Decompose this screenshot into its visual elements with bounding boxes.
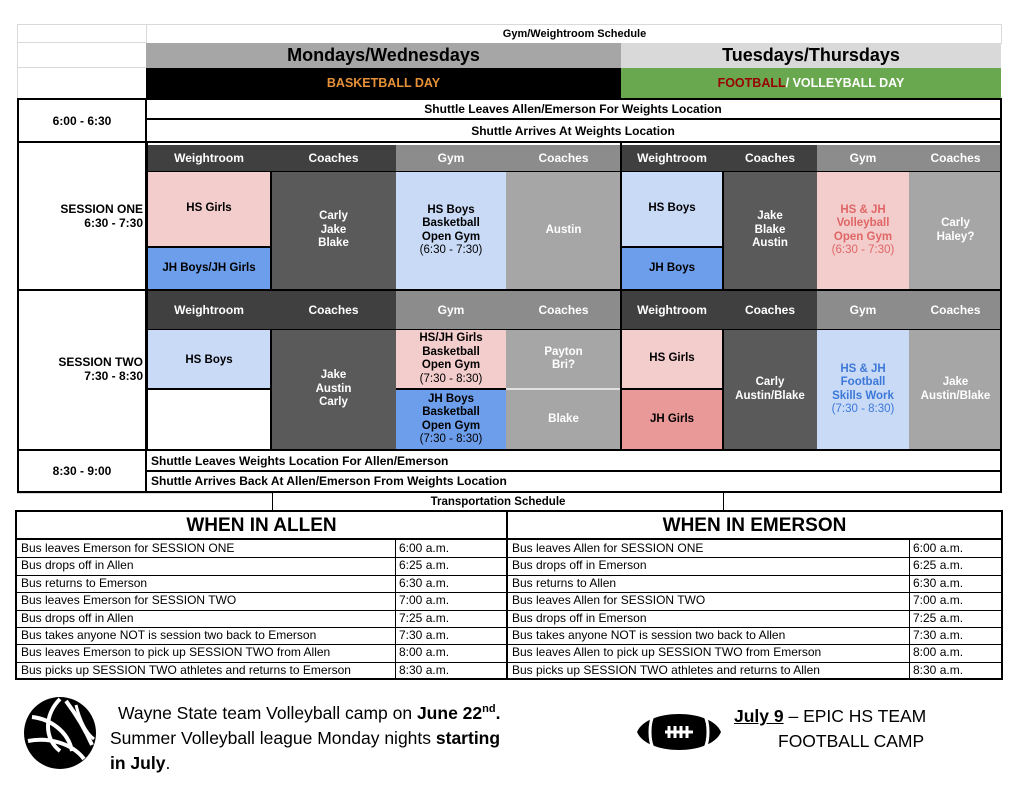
football-icon [633, 702, 725, 762]
schedule-title: Gym/Weightroom Schedule [502, 27, 647, 40]
s2-mw-gym-bottom-text: JH Boys Basketball Open Gym [421, 392, 481, 432]
emerson-event: Bus leaves Allen to pick up SESSION TWO from Emerson [512, 645, 822, 660]
emerson-heading: WHEN IN EMERSON [662, 514, 847, 536]
allen-event: Bus leaves Emerson for SESSION ONE [21, 541, 235, 555]
allen-table-row [17, 610, 506, 628]
volleyball-note-period: . [495, 702, 501, 723]
session-one-title: SESSION ONE [60, 202, 143, 216]
s1-mw-weight-top: HS Girls [147, 172, 271, 246]
s1-tt-gym-coaches: Carly Haley? [909, 172, 1002, 289]
col-header-coaches: Coaches [506, 291, 621, 329]
early-time: 6:00 - 6:30 [17, 98, 147, 143]
emerson-table-row [508, 610, 1001, 628]
s1-mw-weight-bottom: JH Boys/JH Girls [147, 246, 271, 289]
emerson-time: 6:00 a.m. [913, 541, 964, 555]
volleyball-note-sup: nd [482, 703, 496, 715]
s2-mw-weight-bottom [147, 388, 271, 449]
gridline [17, 24, 18, 100]
emerson-table-row [508, 557, 1001, 575]
s1-tt-weight-top: HS Boys [621, 172, 723, 246]
emerson-event: Bus leaves Allen for SESSION ONE [512, 541, 704, 555]
emerson-time: 8:30 a.m. [913, 662, 964, 677]
s1-mw-gym-coaches: Austin [506, 172, 621, 289]
late-shuttle-leaves: Shuttle Leaves Weights Location For Allen/Emerson [146, 449, 1002, 472]
s1-mw-gym [396, 172, 506, 289]
mw-theme-banner: BASKETBALL DAY [146, 68, 621, 98]
emerson-table-row [508, 540, 1001, 558]
allen-table-row [17, 575, 506, 593]
allen-time: 7:00 a.m. [399, 593, 450, 608]
early-shuttle-arrives: Shuttle Arrives At Weights Location [146, 120, 1002, 143]
emerson-time: 7:25 a.m. [913, 610, 964, 625]
grid-divider [270, 330, 272, 449]
col-header-gym: Gym [817, 145, 909, 171]
grid-divider [146, 329, 1002, 330]
col-header-coaches: Coaches [271, 291, 396, 329]
s2-mw-weight-coaches: Jake Austin Carly [271, 330, 396, 449]
allen-time: 6:25 a.m. [399, 558, 450, 573]
emerson-time: 7:30 a.m. [913, 628, 964, 642]
session-two-time: 7:30 - 8:30 [84, 369, 143, 383]
transport-title: Transportation Schedule [272, 493, 724, 511]
col-header-coaches: Coaches [723, 291, 817, 329]
s2-mw-gym-bottom-time: (7:30 - 8:30) [419, 433, 483, 445]
s1-tt-gym-text: HS & JH Volleyball Open Gym [833, 203, 893, 243]
allen-event: Bus drops off in Allen [21, 558, 134, 573]
emerson-table-row [508, 575, 1001, 593]
s2-tt-weight-bottom: JH Girls [621, 388, 723, 449]
emerson-table-row [508, 592, 1001, 610]
session-one-label [17, 143, 147, 291]
s2-tt-weight-coaches: Carly Austin/Blake [723, 330, 817, 449]
s1-mw-weight-coaches: Carly Jake Blake [271, 172, 396, 289]
col-header-coaches: Coaches [506, 145, 621, 171]
emerson-event: Bus drops off in Emerson [512, 610, 647, 625]
allen-event: Bus drops off in Allen [21, 610, 134, 625]
col-header-coaches: Coaches [271, 145, 396, 171]
s2-mw-gym-bottom-coaches: Blake [506, 388, 621, 449]
allen-time: 7:30 a.m. [399, 628, 450, 642]
mw-day-header: Mondays/Wednesdays [146, 43, 621, 68]
col-header-coaches: Coaches [909, 291, 1002, 329]
late-time: 8:30 - 9:00 [17, 449, 147, 493]
volleyball-league-period: . [165, 752, 171, 773]
col-header-weightroom: Weightroom [147, 291, 271, 329]
emerson-table-row [508, 627, 1001, 645]
col-header-gym: Gym [817, 291, 909, 329]
s2-mw-gym-top-time: (7:30 - 8:30) [419, 372, 483, 385]
s1-tt-weight-bottom: JH Boys [621, 246, 723, 289]
grid-divider [146, 171, 1002, 172]
gridline [17, 67, 147, 68]
allen-event: Bus returns to Emerson [21, 575, 148, 590]
session-two-label [17, 289, 147, 451]
gridline [17, 42, 147, 43]
volleyball-note-text: Wayne State team Volleyball camp on [118, 702, 417, 723]
allen-time: 7:25 a.m. [399, 610, 450, 625]
s2-mw-gym-top-text: HS/JH Girls Basketball Open Gym [419, 332, 483, 371]
s1-tt-weight-coaches: Jake Blake Austin [723, 172, 817, 289]
gridline [17, 493, 272, 494]
emerson-table-row [508, 662, 1001, 679]
volleyball-league-starting: starting [435, 727, 501, 748]
volleyball-league-month: in July [110, 752, 166, 773]
session-two-title: SESSION TWO [58, 355, 143, 369]
emerson-event: Bus picks up SESSION TWO athletes and returns to Allen [512, 662, 820, 677]
allen-table-row [17, 592, 506, 610]
emerson-event: Bus drops off in Emerson [512, 558, 647, 573]
col-header-coaches: Coaches [723, 145, 817, 171]
allen-table-row [17, 627, 506, 645]
late-shuttle-arrives: Shuttle Arrives Back At Allen/Emerson From Weights Location [146, 472, 1002, 493]
s2-mw-gym-bottom [396, 388, 506, 449]
emerson-time: 7:00 a.m. [913, 593, 964, 608]
volleyball-theme-label: / VOLLEYBALL DAY [785, 76, 905, 90]
tt-day-header: Tuesdays/Thursdays [621, 43, 1001, 68]
s2-tt-weight-top: HS Girls [621, 330, 723, 388]
col-header-weightroom: Weightroom [621, 291, 723, 329]
allen-table-row [17, 662, 506, 679]
s2-tt-gym-text: HS & JH Football Skills Work [832, 362, 894, 402]
football-note-camp: FOOTBALL CAMP [778, 731, 925, 751]
s2-mw-gym-top-coaches: Payton Bri? [506, 330, 621, 388]
emerson-time: 8:00 a.m. [913, 645, 964, 660]
col-header-coaches: Coaches [909, 145, 1002, 171]
grid-divider [722, 330, 724, 449]
football-note-text: – EPIC HS TEAM [783, 706, 927, 726]
emerson-time: 6:30 a.m. [913, 575, 964, 590]
emerson-time: 6:25 a.m. [913, 558, 964, 573]
grid-divider [1000, 143, 1002, 451]
early-shuttle-leaves: Shuttle Leaves Allen/Emerson For Weights Location [146, 98, 1002, 120]
allen-table-row [17, 644, 506, 662]
s1-mw-gym-time: (6:30 - 7:30) [419, 244, 483, 256]
s2-tt-gym [817, 330, 909, 449]
grid-divider [722, 172, 724, 289]
allen-event: Bus leaves Emerson to pick up SESSION TWO from Allen [21, 645, 331, 660]
emerson-event: Bus takes anyone NOT is session two back to Allen [512, 628, 786, 642]
allen-event: Bus picks up SESSION TWO athletes and returns to Emerson [21, 662, 351, 677]
tt-theme-banner [621, 68, 1001, 98]
allen-time: 8:00 a.m. [399, 645, 450, 660]
allen-time: 6:30 a.m. [399, 575, 450, 590]
emerson-event: Bus leaves Allen for SESSION TWO [512, 593, 706, 608]
volleyball-note [110, 697, 580, 776]
grid-divider [146, 143, 148, 451]
allen-time: 8:30 a.m. [399, 662, 450, 677]
s2-tt-gym-coaches: Jake Austin/Blake [909, 330, 1002, 449]
allen-heading: WHEN IN ALLEN [186, 514, 337, 536]
s2-mw-gym-top [396, 330, 506, 388]
s1-tt-gym [817, 172, 909, 289]
emerson-table-row [508, 644, 1001, 662]
football-theme-label: FOOTBALL [717, 76, 786, 90]
football-note-date: July 9 [734, 706, 784, 726]
football-note [734, 704, 974, 754]
session-one-time: 6:30 - 7:30 [84, 216, 143, 230]
volleyball-note-date: June 22 [416, 702, 483, 723]
volleyball-league-text: Summer Volleyball league Monday nights [110, 727, 436, 748]
col-header-gym: Gym [396, 145, 506, 171]
allen-time: 6:00 a.m. [399, 541, 450, 555]
allen-table-row [17, 557, 506, 575]
col-header-weightroom: Weightroom [621, 145, 723, 171]
volleyball-icon [22, 695, 98, 771]
allen-event: Bus leaves Emerson for SESSION TWO [21, 593, 237, 608]
s1-tt-gym-time: (6:30 - 7:30) [831, 244, 895, 256]
s2-tt-gym-time: (7:30 - 8:30) [831, 403, 895, 415]
emerson-event: Bus returns to Allen [512, 575, 617, 590]
s2-mw-weight-top: HS Boys [147, 330, 271, 388]
grid-divider [146, 289, 1002, 291]
grid-divider [270, 172, 272, 289]
col-header-weightroom: Weightroom [147, 145, 271, 171]
allen-table-row [17, 540, 506, 558]
allen-event: Bus takes anyone NOT is session two back to Emerson [21, 628, 317, 642]
grid-divider [620, 143, 622, 451]
col-header-gym: Gym [396, 291, 506, 329]
s1-mw-gym-text: HS Boys Basketball Open Gym [421, 203, 481, 243]
